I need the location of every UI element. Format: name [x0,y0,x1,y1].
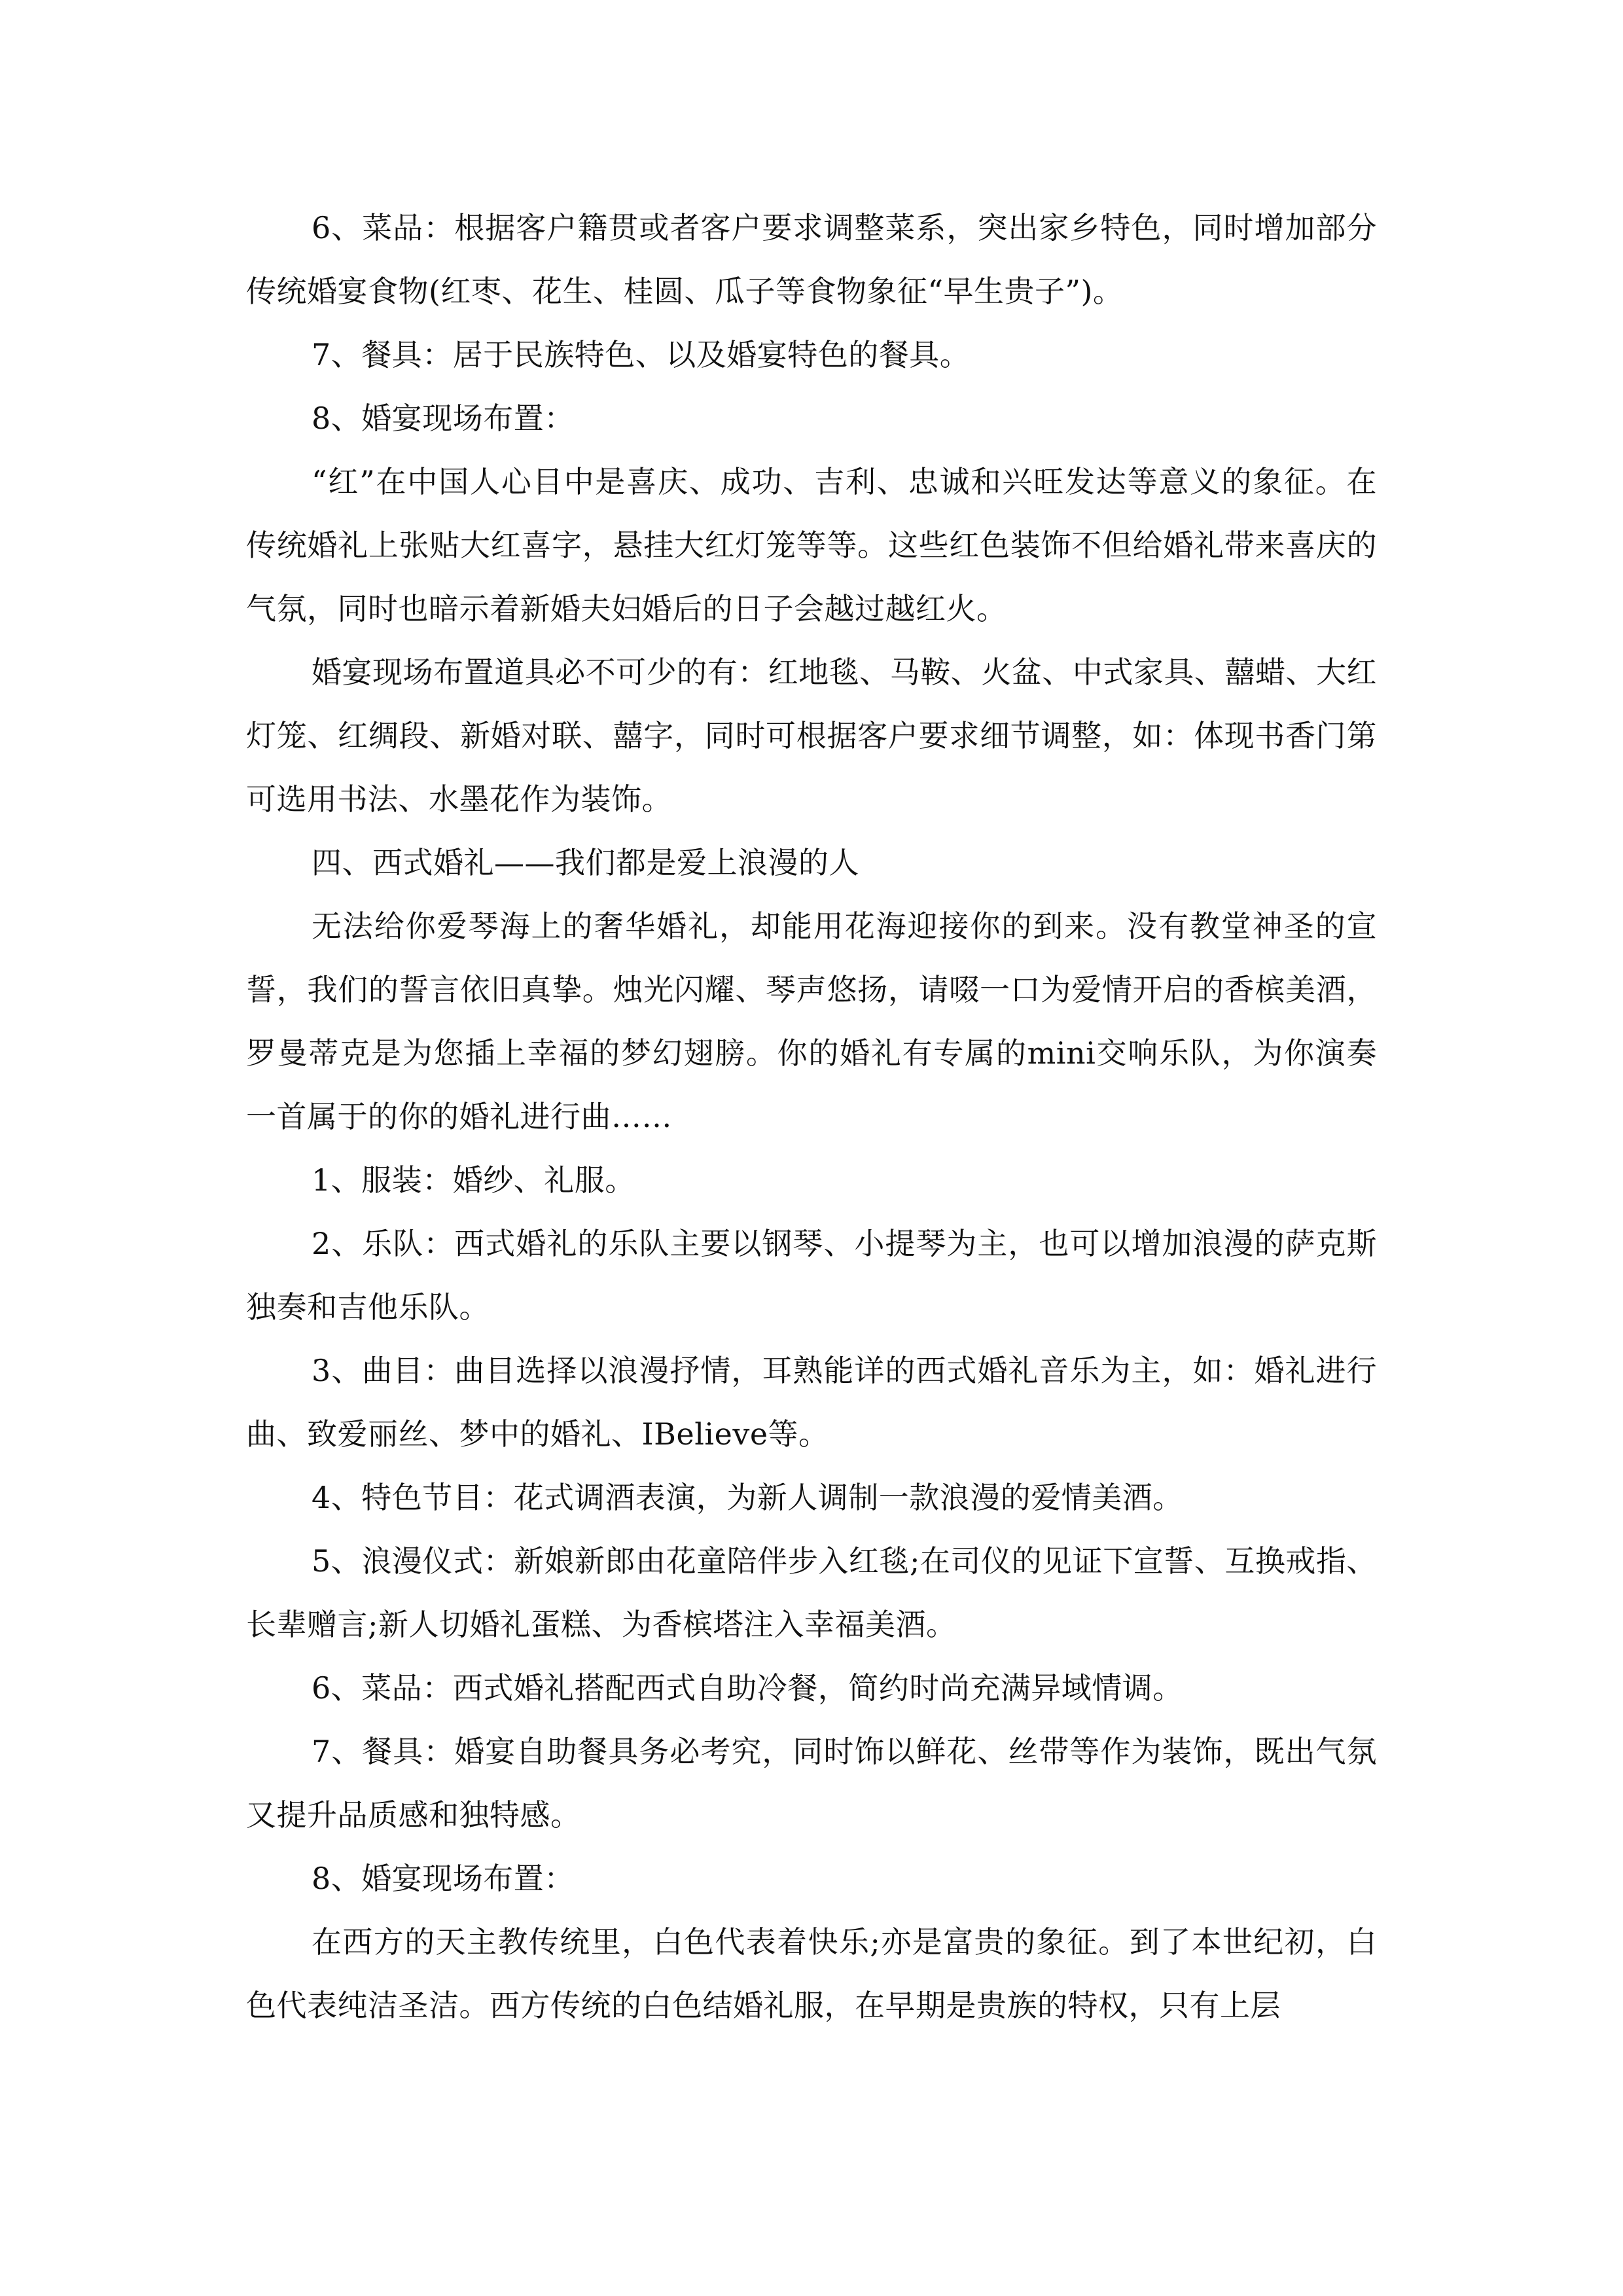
paragraph-dishes-western: 6、菜品：西式婚礼搭配西式自助冷餐，简约时尚充满异域情调。 [312,1670,1183,1706]
paragraph-band: 2、乐队：西式婚礼的乐队主要以钢琴、小提琴为主，也可以增加浪漫的萨克斯独奏和吉他乐队。 [246,1226,1377,1325]
section-heading-western-wedding: 四、西式婚礼——我们都是爱上浪漫的人 [312,845,859,880]
paragraph-tableware-chinese: 7、餐具：居于民族特色、以及婚宴特色的餐具。 [312,337,971,372]
paragraph-special-program: 4、特色节目：花式调酒表演，为新人调制一款浪漫的爱情美酒。 [312,1480,1183,1515]
document-body [246,196,1377,2037]
paragraph-venue-heading-western: 8、婚宴现场布置： [312,1861,575,1896]
paragraph-venue-heading-chinese: 8、婚宴现场布置： [312,401,575,436]
paragraph-venue-props: 婚宴现场布置道具必不可少的有：红地毯、马鞍、火盆、中式家具、囍蜡、大红灯笼、红绸段、新婚对联、囍字，同时可根据客户要求细节调整，如：体现书香门第可选用书法、水墨花作为装饰。 [246,655,1377,817]
paragraph-attire: 1、服装：婚纱、礼服。 [312,1162,635,1198]
paragraph-tableware-western: 7、餐具：婚宴自助餐具务必考究，同时饰以鲜花、丝带等作为装饰，既出气氛又提升品质感和独特感。 [246,1734,1377,1833]
paragraph-romantic-ceremony: 5、浪漫仪式：新娘新郎由花童陪伴步入红毯;在司仪的见证下宣誓、互换戒指、长辈赠言;新人切婚礼蛋糕、为香槟塔注入幸福美酒。 [246,1543,1377,1642]
paragraph-red-symbolism: “红”在中国人心目中是喜庆、成功、吉利、忠诚和兴旺发达等意义的象征。在传统婚礼上张贴大红喜字，悬挂大红灯笼等等。这些红色装饰不但给婚礼带来喜庆的气氛，同时也暗示着新婚夫妇婚后的日子会越过越红火。 [246,464,1377,626]
paragraph-dishes-chinese: 6、菜品：根据客户籍贯或者客户要求调整菜系，突出家乡特色，同时增加部分传统婚宴食物(红枣、花生、桂圆、瓜子等食物象征“早生贵子”)。 [246,210,1377,309]
paragraph-western-intro: 无法给你爱琴海上的奢华婚礼，却能用花海迎接你的到来。没有教堂神圣的宣誓，我们的誓言依旧真挚。烛光闪耀、琴声悠扬，请啜一口为爱情开启的香槟美酒，罗曼蒂克是为您插上幸福的梦幻翅膀。你的婚礼有专属的mini交响乐队，为你演奏一首属于的你的婚礼进行曲…… [246,908,1377,1134]
paragraph-music: 3、曲目：曲目选择以浪漫抒情，耳熟能详的西式婚礼音乐为主，如：婚礼进行曲、致爱丽丝、梦中的婚礼、IBelieve等。 [246,1353,1377,1452]
paragraph-white-symbolism: 在西方的天主教传统里，白色代表着快乐;亦是富贵的象征。到了本世纪初，白色代表纯洁圣洁。西方传统的白色结婚礼服，在早期是贵族的特权，只有上层 [246,1924,1377,2023]
